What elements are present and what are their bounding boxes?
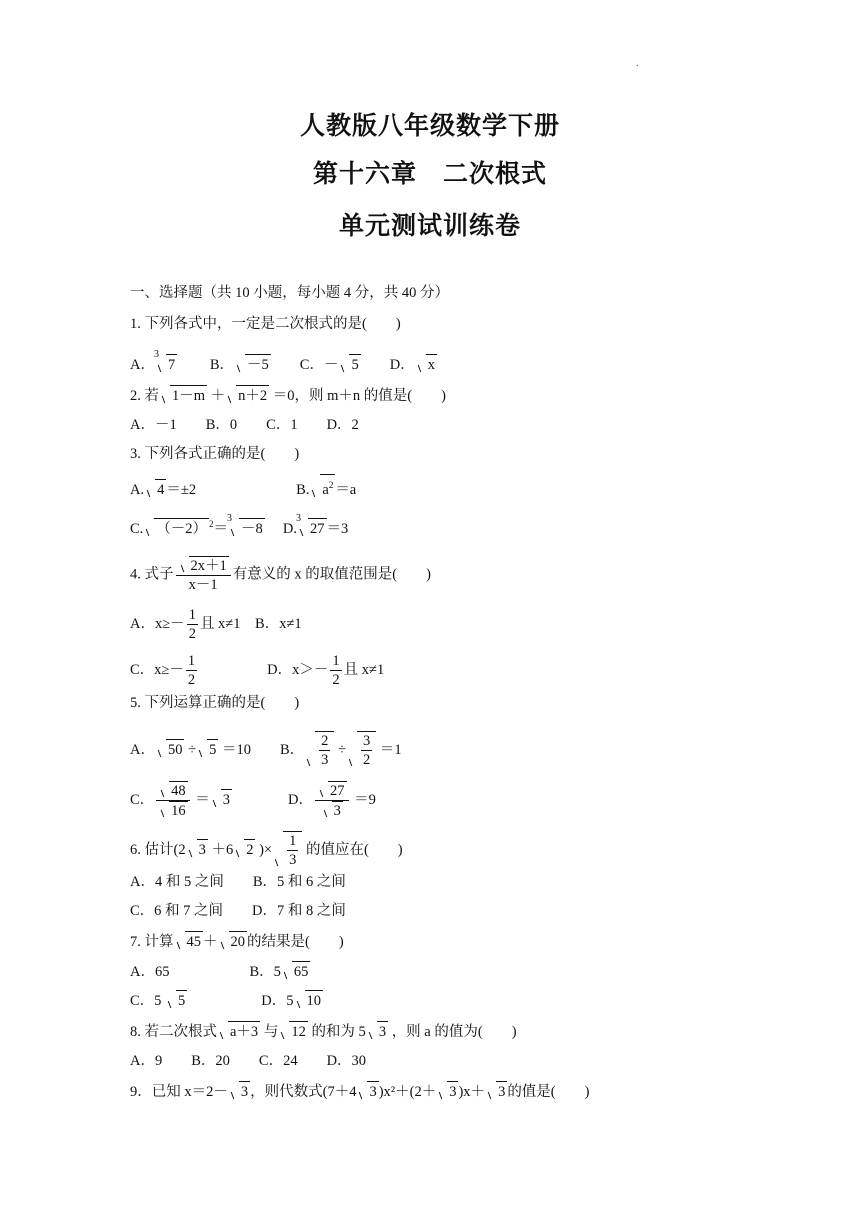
q5-options-ab: A． 50 ÷ 5 ＝10 B． $\frac{2}{3}$ ÷ $\frac{3}{2}$ ＝1 [130,733,402,768]
q8-options: A．9 B．20 C．24 D．30 [130,1053,367,1069]
q3-stem: 3. 下列各式正确的是( ) [130,446,300,462]
q7-stem: 7. 计算 45 ＋ 20 的结果是( ) [130,931,344,952]
q3-options-ab: A. 4 ＝±2 B. $a^2 =a$ [130,474,356,500]
q4-options-ab: A．x≥－ $\frac{1}{2}$ 且 x≠1 B．x≠1 [130,607,302,642]
corner-mark: . [636,58,639,69]
q4-stem: 4. 式子 $\frac{2x+1}{x-1}$ 有意义的 x 的取值范围是( ) [130,558,431,593]
q2-options: A．－1 B．0 C．1 D．2 [130,417,359,433]
doc-title-line2: 第十六章 二次根式 [312,159,547,188]
q6-options-cd: C．6 和 7 之间 D．7 和 8 之间 [130,903,346,919]
q4-options-cd: C．x≥－ $\frac{1}{2}$ D．x＞－ $\frac{1}{2}$ 且 x≠1 [130,653,385,688]
q5-options-cd: C． $\frac{48}{16}$ ＝ 3 D． $\frac{27}{3}$ ＝9 [130,783,376,819]
q7-options-cd: C．5 5 D．5 10 [130,990,323,1011]
q8-stem: 8. 若二次根式 a＋3 与 12 的和为 5 3 ，则 a 的值为( ) [130,1021,517,1042]
doc-title-line3: 单元测试训练卷 [338,211,521,240]
q1-stem: 1. 下列各式中，一定是二次根式的是( ) [130,316,401,332]
section-heading: 一、选择题（共 10 小题，每小题 4 分，共 40 分） [130,285,449,301]
q1-options: A． 3 7 B． －5 C．－ 5 D． x [130,349,435,373]
q6-options-ab: A．4 和 5 之间 B．5 和 6 之间 [130,874,346,890]
q6-stem: 6. 估计(2 3 ＋6 2 )× $\frac{1}{3}$ 的值应在( ) [130,833,403,868]
doc-title-line1: 人教版八年级数学下册 [299,111,560,140]
q7-options-ab: A．65 B．5 65 [130,961,310,982]
q2-stem: 2. 若 1－m ＋ n＋2 ＝0，则 m＋n 的值是( ) [130,385,446,406]
q3-options-cd: C. （－2） $^2$＝ 3 －8 D. 3 27 ＝3 [130,512,349,537]
q9-stem: 9．已知 x＝2－ 3 ，则代数式(7＋4 3 )x²＋(2＋ 3 )x＋ 3 的值是( ) [130,1081,589,1102]
q5-stem: 5. 下列运算正确的是( ) [130,695,300,711]
